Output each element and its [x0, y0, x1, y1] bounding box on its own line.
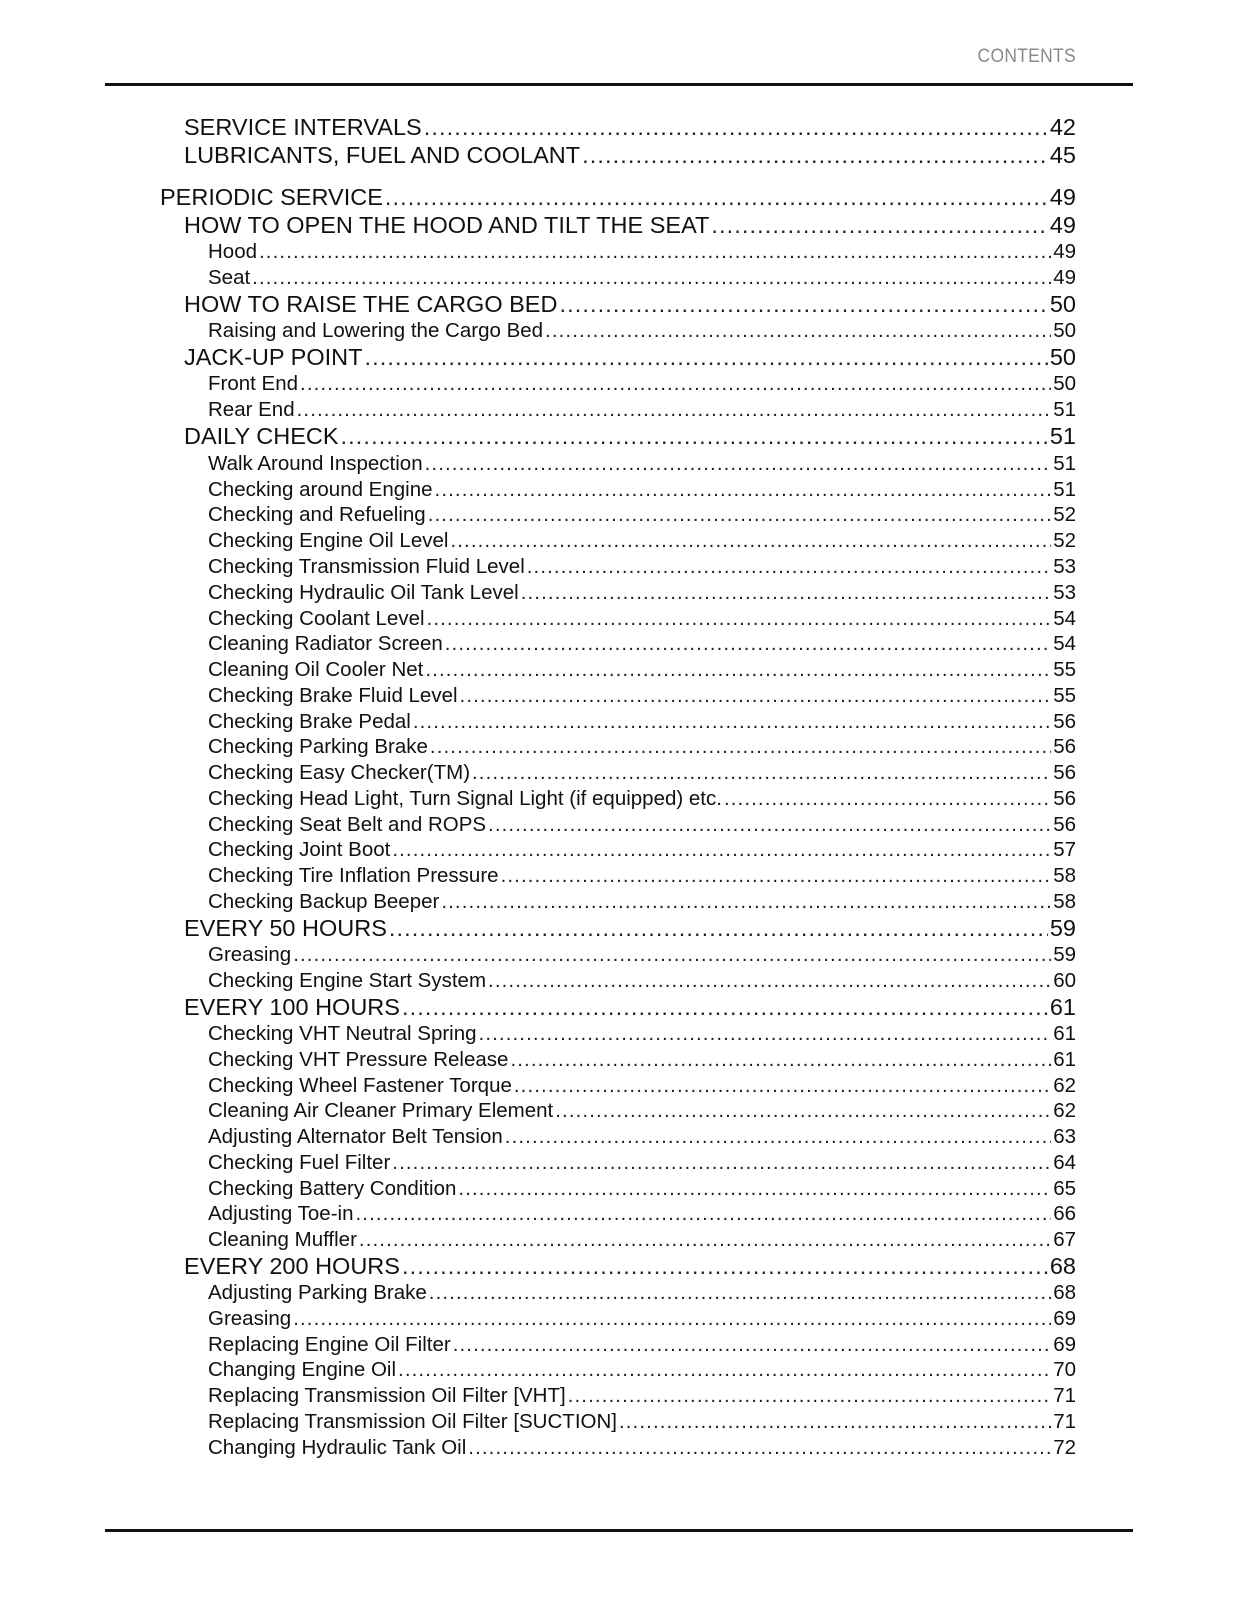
- dot-leader: [568, 1384, 1051, 1408]
- dot-leader: [527, 555, 1051, 579]
- toc-entry-title: Raising and Lowering the Cargo Bed: [208, 319, 544, 342]
- toc-entry[interactable]: [160, 184, 1076, 211]
- toc-entry-title: Walk Around Inspection: [208, 452, 423, 475]
- toc-entry-title: Front End: [208, 372, 299, 395]
- toc-entry-title: Checking Seat Belt and ROPS: [208, 813, 487, 836]
- toc-entry[interactable]: [184, 142, 1076, 169]
- toc-entry-title: Adjusting Toe-in: [208, 1202, 354, 1225]
- toc-entry-page-number: 57: [1053, 838, 1076, 861]
- toc-entry-title: LUBRICANTS, FUEL AND COOLANT: [184, 142, 581, 168]
- toc-entry-title: Adjusting Alternator Belt Tension: [208, 1125, 503, 1148]
- dot-leader: [445, 632, 1051, 656]
- toc-entry-page-number: 58: [1053, 890, 1076, 913]
- toc-entry-title: Checking Hydraulic Oil Tank Level: [208, 581, 519, 604]
- toc-entry[interactable]: [208, 1125, 1076, 1149]
- toc-entry[interactable]: [208, 1099, 1076, 1123]
- toc-entry-page-number: 58: [1053, 864, 1076, 887]
- toc-entry-page-number: 60: [1053, 969, 1076, 992]
- toc-entry[interactable]: [208, 1074, 1076, 1098]
- dot-leader: [545, 319, 1051, 343]
- dot-leader: [555, 1099, 1051, 1123]
- toc-entry[interactable]: [208, 1281, 1076, 1305]
- toc-entry[interactable]: [208, 864, 1076, 888]
- toc-entry-page-number: 68: [1053, 1281, 1076, 1304]
- toc-entry[interactable]: [208, 1151, 1076, 1175]
- toc-entry-page-number: 50: [1049, 291, 1076, 317]
- toc-entry-title: DAILY CHECK: [184, 423, 339, 449]
- toc-entry[interactable]: [184, 291, 1076, 318]
- toc-entry-title: Adjusting Parking Brake: [208, 1281, 427, 1304]
- toc-entry-page-number: 55: [1053, 658, 1076, 681]
- toc-entry[interactable]: [208, 1307, 1076, 1331]
- toc-entry-page-number: 69: [1053, 1333, 1076, 1356]
- toc-entry[interactable]: [208, 943, 1076, 967]
- toc-entry[interactable]: [208, 372, 1076, 396]
- toc-entry-title: Rear End: [208, 398, 295, 421]
- toc-entry-title: Checking VHT Pressure Release: [208, 1048, 509, 1071]
- toc-entry[interactable]: [208, 240, 1076, 264]
- toc-entry[interactable]: [184, 915, 1076, 942]
- toc-entry-page-number: 65: [1053, 1177, 1076, 1200]
- toc-entry[interactable]: [208, 607, 1076, 631]
- toc-entry-title: Checking Head Light, Turn Signal Light (if equipped) etc.: [208, 787, 722, 810]
- toc-entry[interactable]: [208, 503, 1076, 527]
- toc-entry-page-number: 50: [1053, 319, 1076, 342]
- toc-entry-title: Checking Engine Oil Level: [208, 529, 449, 552]
- toc-entry-page-number: 61: [1049, 994, 1076, 1020]
- dot-leader: [435, 478, 1052, 502]
- dot-leader: [398, 1358, 1051, 1382]
- toc-entry[interactable]: [208, 813, 1076, 837]
- dot-leader: [389, 915, 1048, 942]
- dot-leader: [300, 372, 1051, 396]
- toc-entry-title: Checking Parking Brake: [208, 735, 428, 758]
- toc-entry-title: EVERY 200 HOURS: [184, 1253, 400, 1279]
- toc-entry-page-number: 64: [1053, 1151, 1076, 1174]
- toc-entry-page-number: 62: [1053, 1074, 1076, 1097]
- toc-entry[interactable]: [184, 1253, 1076, 1280]
- toc-entry-title: Greasing: [208, 1307, 292, 1330]
- toc-entry-title: SERVICE INTERVALS: [184, 114, 422, 140]
- dot-leader: [711, 212, 1047, 239]
- dot-leader: [458, 1177, 1051, 1201]
- dot-leader: [297, 398, 1052, 422]
- dot-leader: [501, 864, 1052, 888]
- toc-entry-page-number: 51: [1053, 478, 1076, 501]
- dot-leader: [430, 735, 1051, 759]
- dot-leader: [559, 291, 1047, 318]
- toc-entry-page-number: 59: [1053, 943, 1076, 966]
- toc-entry[interactable]: [208, 735, 1076, 759]
- toc-entry-title: Changing Hydraulic Tank Oil: [208, 1436, 467, 1459]
- dot-leader: [468, 1436, 1051, 1460]
- toc-entry[interactable]: [208, 1333, 1076, 1357]
- toc-entry[interactable]: [208, 266, 1076, 290]
- footer-rule: [105, 1529, 1133, 1532]
- dot-leader: [293, 943, 1051, 967]
- running-header-title: CONTENTS: [977, 46, 1076, 67]
- toc-entry-title: HOW TO OPEN THE HOOD AND TILT THE SEAT: [184, 212, 710, 238]
- dot-leader: [392, 838, 1051, 862]
- toc-entry[interactable]: [184, 344, 1076, 371]
- toc-entry[interactable]: [208, 761, 1076, 785]
- toc-entry-title: Checking Transmission Fluid Level: [208, 555, 525, 578]
- toc-entry-page-number: 53: [1053, 555, 1076, 578]
- toc-entry-page-number: 49: [1053, 266, 1076, 289]
- toc-entry[interactable]: [208, 319, 1076, 343]
- toc-entry[interactable]: [208, 658, 1076, 682]
- toc-entry-page-number: 53: [1053, 581, 1076, 604]
- toc-entry-title: Replacing Engine Oil Filter: [208, 1333, 451, 1356]
- toc-entry-title: Checking Brake Pedal: [208, 710, 411, 733]
- toc-entry-page-number: 51: [1053, 398, 1076, 421]
- toc-entry-title: Checking Tire Inflation Pressure: [208, 864, 499, 887]
- toc-entry[interactable]: [184, 114, 1076, 141]
- toc-entry-title: Cleaning Air Cleaner Primary Element: [208, 1099, 554, 1122]
- toc-entry[interactable]: [208, 1384, 1076, 1408]
- toc-entry[interactable]: [208, 398, 1076, 422]
- toc-entry-title: HOW TO RAISE THE CARGO BED: [184, 291, 558, 317]
- dot-leader: [402, 1253, 1048, 1280]
- dot-leader: [293, 1307, 1051, 1331]
- dot-leader: [582, 142, 1048, 169]
- toc-entry-title: Checking Engine Start System: [208, 969, 487, 992]
- toc-entry[interactable]: [208, 684, 1076, 708]
- toc-entry-title: Changing Engine Oil: [208, 1358, 397, 1381]
- toc-entry-title: Greasing: [208, 943, 292, 966]
- toc-entry[interactable]: [208, 478, 1076, 502]
- dot-leader: [514, 1074, 1051, 1098]
- toc-entry-page-number: 51: [1049, 423, 1076, 449]
- toc-entry[interactable]: [208, 969, 1076, 993]
- toc-entry[interactable]: [208, 890, 1076, 914]
- toc-entry[interactable]: [184, 212, 1076, 239]
- toc-entry-page-number: 42: [1049, 114, 1076, 140]
- dot-leader: [424, 114, 1048, 141]
- toc-entry-page-number: 56: [1053, 813, 1076, 836]
- toc-entry[interactable]: [208, 1358, 1076, 1382]
- dot-leader: [619, 1410, 1051, 1434]
- toc-entry-title: Cleaning Muffler: [208, 1228, 357, 1251]
- dot-leader: [356, 1202, 1052, 1226]
- dot-leader: [453, 1333, 1051, 1357]
- dot-leader: [460, 684, 1052, 708]
- toc-entry-page-number: 52: [1053, 503, 1076, 526]
- dot-leader: [252, 266, 1051, 290]
- toc-entry-title: Checking and Refueling: [208, 503, 426, 526]
- toc-entry-page-number: 66: [1053, 1202, 1076, 1225]
- toc-entry-page-number: 45: [1049, 142, 1076, 168]
- toc-entry[interactable]: [184, 994, 1076, 1021]
- dot-leader: [429, 1281, 1051, 1305]
- toc-entry-page-number: 70: [1053, 1358, 1076, 1381]
- dot-leader: [505, 1125, 1051, 1149]
- toc-entry[interactable]: [208, 1022, 1076, 1046]
- toc-entry-title: Checking Backup Beeper: [208, 890, 440, 913]
- dot-leader: [724, 787, 1051, 811]
- dot-leader: [428, 503, 1052, 527]
- dot-leader: [450, 529, 1051, 553]
- toc-entry-page-number: 61: [1053, 1048, 1076, 1071]
- dot-leader: [413, 710, 1051, 734]
- header-rule: [105, 83, 1133, 86]
- toc-entry[interactable]: [208, 1436, 1076, 1460]
- dot-leader: [427, 607, 1052, 631]
- dot-leader: [488, 813, 1051, 837]
- toc-entry-page-number: 56: [1053, 710, 1076, 733]
- toc-entry[interactable]: [208, 1202, 1076, 1226]
- toc-entry-title: Cleaning Oil Cooler Net: [208, 658, 424, 681]
- dot-leader: [392, 1151, 1051, 1175]
- toc-entry-title: Checking Battery Condition: [208, 1177, 457, 1200]
- toc-entry-page-number: 56: [1053, 735, 1076, 758]
- toc-entry-title: Checking Brake Fluid Level: [208, 684, 458, 707]
- toc-entry-title: Replacing Transmission Oil Filter [VHT]: [208, 1384, 566, 1407]
- toc-entry[interactable]: [184, 423, 1076, 450]
- toc-entry[interactable]: [208, 1410, 1076, 1434]
- toc-entry-title: Checking Easy Checker(TM): [208, 761, 471, 784]
- toc-entry[interactable]: [208, 452, 1076, 476]
- toc-entry-page-number: 71: [1053, 1410, 1076, 1433]
- toc-entry[interactable]: [208, 838, 1076, 862]
- dot-leader: [521, 581, 1052, 605]
- toc-entry-page-number: 68: [1049, 1253, 1076, 1279]
- toc-entry-title: EVERY 100 HOURS: [184, 994, 400, 1020]
- toc-entry-title: Checking VHT Neutral Spring: [208, 1022, 477, 1045]
- toc-entry-page-number: 56: [1053, 787, 1076, 810]
- toc-entry-page-number: 49: [1053, 240, 1076, 263]
- toc-entry[interactable]: [208, 1228, 1076, 1252]
- dot-leader: [425, 658, 1051, 682]
- toc-entry-page-number: 54: [1053, 607, 1076, 630]
- toc-entry-page-number: 72: [1053, 1436, 1076, 1459]
- toc-entry[interactable]: [208, 529, 1076, 553]
- toc-entry-page-number: 56: [1053, 761, 1076, 784]
- toc-entry-page-number: 71: [1053, 1384, 1076, 1407]
- toc-entry[interactable]: [208, 1048, 1076, 1072]
- toc-entry[interactable]: [208, 632, 1076, 656]
- toc-entry[interactable]: [208, 1177, 1076, 1201]
- toc-entry-page-number: 49: [1049, 184, 1076, 210]
- toc-entry-title: Checking Coolant Level: [208, 607, 425, 630]
- toc-entry-title: Seat: [208, 266, 251, 289]
- toc-entry-page-number: 67: [1053, 1228, 1076, 1251]
- dot-leader: [441, 890, 1051, 914]
- dot-leader: [259, 240, 1051, 264]
- toc-entry-page-number: 50: [1049, 344, 1076, 370]
- toc-entry-page-number: 59: [1049, 915, 1076, 941]
- dot-leader: [359, 1228, 1051, 1252]
- dot-leader: [472, 761, 1051, 785]
- toc-entry[interactable]: [208, 787, 1076, 811]
- toc-entry-title: Checking around Engine: [208, 478, 433, 501]
- toc-entry-page-number: 69: [1053, 1307, 1076, 1330]
- toc-entry-title: Checking Fuel Filter: [208, 1151, 391, 1174]
- toc-entry-title: JACK-UP POINT: [184, 344, 363, 370]
- toc-entry-title: Replacing Transmission Oil Filter [SUCTION]: [208, 1410, 617, 1433]
- toc-entry-page-number: 51: [1053, 452, 1076, 475]
- toc-entry-page-number: 54: [1053, 632, 1076, 655]
- dot-leader: [364, 344, 1047, 371]
- toc-entry-page-number: 61: [1053, 1022, 1076, 1045]
- dot-leader: [341, 423, 1048, 450]
- dot-leader: [385, 184, 1048, 211]
- toc-entry-page-number: 63: [1053, 1125, 1076, 1148]
- dot-leader: [479, 1022, 1052, 1046]
- toc-entry-page-number: 62: [1053, 1099, 1076, 1122]
- toc-entry[interactable]: [208, 555, 1076, 579]
- toc-entry-title: Hood: [208, 240, 258, 263]
- toc-entry-page-number: 49: [1049, 212, 1076, 238]
- dot-leader: [402, 994, 1048, 1021]
- dot-leader: [488, 969, 1051, 993]
- dot-leader: [510, 1048, 1051, 1072]
- toc-entry-page-number: 52: [1053, 529, 1076, 552]
- toc-entry-title: Cleaning Radiator Screen: [208, 632, 443, 655]
- toc-entry-title: EVERY 50 HOURS: [184, 915, 387, 941]
- toc-entry-page-number: 55: [1053, 684, 1076, 707]
- toc-entry[interactable]: [208, 581, 1076, 605]
- toc-entry-page-number: 50: [1053, 372, 1076, 395]
- dot-leader: [425, 452, 1052, 476]
- toc-entry-title: Checking Joint Boot: [208, 838, 391, 861]
- toc-entry[interactable]: [208, 710, 1076, 734]
- toc-entry-title: Checking Wheel Fastener Torque: [208, 1074, 512, 1097]
- toc-entry-title: PERIODIC SERVICE: [160, 184, 383, 210]
